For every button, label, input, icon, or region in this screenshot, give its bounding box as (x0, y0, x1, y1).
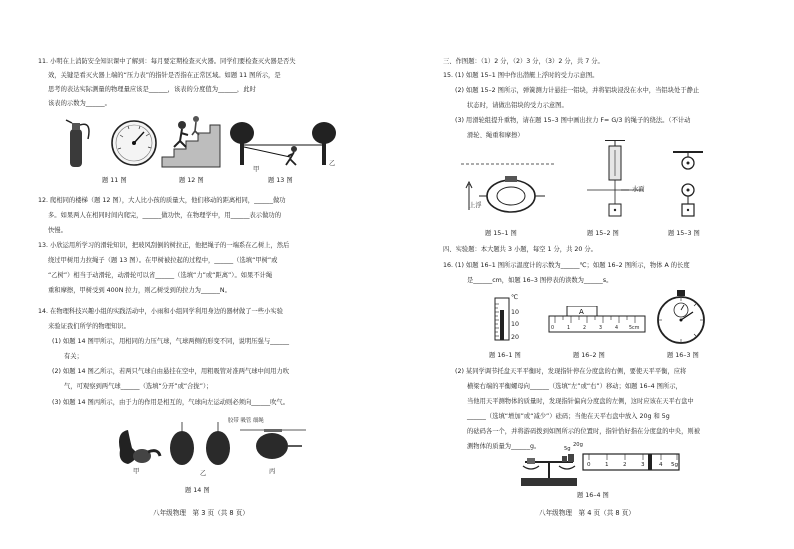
q12-line-1: 12. 爬相同的楼梯（题 12 图），大人比小孩的质量大，他们移动的距离相同，______做功 (38, 197, 286, 204)
q11-line-4: 该表的示数为______。 (48, 100, 111, 107)
scale-tick-3: 3 (641, 462, 645, 468)
q16-2-line-2: 横梁右端的平衡螺母向______（选填“左”或“右”）移动；如题 16–4 图所示， (467, 383, 682, 390)
fig15-1-caption: 题 15–1 图 (485, 230, 517, 237)
fig13-label-jia: 甲 (253, 166, 260, 173)
stopwatch-figure (655, 290, 709, 346)
fig14-label-jia: 甲 (133, 468, 140, 475)
q12-line-2: 多。如果两人在相同时间内爬完，______做功快，在物理学中，用______表示做功的 (48, 212, 281, 219)
balance-figure (517, 448, 687, 490)
ruler-tick-4: 4 (615, 326, 619, 331)
fig12-caption: 题 12 图 (179, 177, 204, 184)
spring-scale-figure (583, 140, 653, 230)
ruler-tick-3: 3 (599, 326, 603, 331)
ruler-tick-1: 1 (567, 326, 571, 331)
q11-line-2: 效，关键是看灭火器上端的“压力表”的指针是否指在正常区域。如题 11 图所示，是 (48, 72, 281, 79)
q15-line-4: (3) 用滑轮组提升重物，请在题 15–3 图中画出拉力 F= G/3 的绳子的绕法。（不计动 (455, 117, 691, 124)
fig15-3-caption: 题 15–3 图 (668, 230, 700, 237)
q16-line-2: 是______cm，如题 16–3 图停表的读数为______s。 (467, 277, 613, 284)
scale-tick-1: 1 (605, 462, 609, 468)
q15-line-1: 15. (1) 如题 15–1 图中作出潜艇上浮时的受力示意图。 (443, 72, 599, 79)
fig14-label-yi: 乙 (200, 470, 207, 477)
q11-line-1: 11. 小明在上消防安全知识课中了解到：每月要定期检查灭火器。同学们要检查灭火器是否失 (38, 58, 296, 65)
q14-line-6: 气，可观察到两气球______（选填“分开”或“合拢”）； (64, 383, 213, 390)
page-4 (397, 0, 794, 549)
fig16-1-caption: 题 16–1 图 (489, 352, 521, 359)
balance-weight-20g: 20g (573, 442, 583, 448)
fig13-caption: 题 13 图 (268, 177, 293, 184)
thermometer-unit: ℃ (511, 294, 519, 301)
ruler-tick-0: 0 (551, 326, 555, 331)
footer-page-4: 八年级物理 第 4 页（共 8 页） (539, 509, 635, 517)
q13-line-1: 13. 小欣运用所学习的滑轮知识，把玻风刮倒的树拉正，他把绳子的一端系在乙树上，然后 (38, 242, 290, 249)
q14-line-2: 来验证我们所学的物理知识。 (48, 323, 130, 330)
fig16-4-caption: 题 16–4 图 (577, 492, 609, 499)
scale-tick-2: 2 (623, 462, 627, 468)
fig13-label-yi: 乙 (329, 160, 336, 167)
q15-line-2: (2) 如题 15–2 图所示，弹簧测力计悬挂一铝块，并将铝块浸没在水中，当铝块处于静止 (455, 87, 700, 94)
submarine-up-label: 上浮 (469, 202, 482, 209)
fig15-2-caption: 题 15–2 图 (587, 230, 619, 237)
fig14-label-bing: 丙 (269, 468, 276, 475)
pulley-figure (673, 150, 703, 226)
q14-line-7: (3) 如题 14 图丙所示，由于力的作用是相互的，气球向左运动则必须向______吹气。 (52, 399, 290, 406)
trees-rope-figure (228, 121, 340, 167)
stairs-figure (160, 113, 222, 169)
ruler-tick-5: 5cm (629, 326, 640, 331)
section-4-heading: 四、实验题：本大题共 3 小题，每空 1 分，共 20 分。 (443, 246, 597, 253)
fig16-2-caption: 题 16–2 图 (573, 352, 605, 359)
q16-2-line-6: 测物体的质量为______g。 (467, 443, 541, 450)
footer-page-3: 八年级物理 第 3 页（共 8 页） (153, 509, 249, 517)
fig16-3-caption: 题 16–3 图 (667, 352, 699, 359)
q13-line-2: 绕过甲树用力拉绳子（题 13 图）。在甲树被拉起的过程中，______（选填“甲树”或 (48, 257, 278, 264)
scale-tick-4: 4 (659, 462, 663, 468)
section-3-heading: 三、作图题：（1）2 分，（2）3 分，（3）2 分，共 7 分。 (443, 58, 604, 65)
q14-line-1: 14. 在物理科技兴趣小组的实践活动中，小雨和小组同学利用身边的器材做了一些小实验 (38, 308, 284, 315)
fig11-caption: 题 11 图 (102, 177, 127, 184)
q15-line-3: 状态时，请做出铝块的受力示意图。 (467, 102, 568, 109)
q16-2-line-1: (2) 某同学调节托盘天平平衡时，发现指针停在分度盘的右侧，要使天平平衡，应将 (455, 368, 687, 375)
q14-line-4: 有关； (64, 353, 83, 360)
water-surface-label: 水面 (632, 186, 645, 193)
q11-line-3: 思考的表达实际测量的物理量应该是______，该表的分度值为______，此时 (48, 86, 256, 93)
q12-line-3: 快慢。 (48, 227, 67, 234)
q13-line-3: “乙树”）相当于动滑轮，动滑轮可以省______（选填“力”或“距离”）。如果不计绳 (48, 272, 273, 279)
scale-tick-0: 0 (587, 462, 591, 468)
fire-extinguisher-figure (62, 117, 162, 169)
q16-2-line-3: 当他用天平测物体的质量时，发现指针偏向分度盘的左侧，这时应该在天平右盘中 (467, 398, 694, 405)
balloons-figure (110, 422, 310, 472)
thermometer-tick-3: 20 (511, 334, 520, 341)
ruler-tick-2: 2 (583, 326, 587, 331)
q16-2-line-5: 的砝码各一个，并将游码拨到如图所示的位置时，指针恰好指在分度盘的中央，则被 (467, 428, 700, 435)
q14-line-3: (1) 如题 14 图甲所示，用相同的力压气球，气球两侧的形变不同，说明压强与______ (52, 338, 290, 345)
fig14-caption: 题 14 图 (185, 487, 210, 494)
scale-tick-5g: 5g (671, 462, 679, 468)
svg-text:A: A (579, 308, 584, 316)
q16-line-1: 16. (1) 如题 16–1 图所示温度计的示数为______℃；如题 16–2 图所示，物体 A 的长度 (443, 262, 690, 269)
q15-line-5: 滑轮、绳重和摩擦） (467, 132, 524, 139)
thermometer-tick-1: 10 (511, 309, 520, 316)
fig14-top-label: 胶带 吸管 细绳 (228, 418, 264, 424)
balance-weight-5g: 5g (564, 446, 571, 452)
thermometer-tick-2: 10 (511, 321, 520, 328)
q16-2-line-4: ______（选填“增加”或“减少”）砝码；当他在天平右盘中放入 20g 和 5g (467, 413, 670, 420)
submarine-figure (459, 160, 557, 220)
q14-line-5: (2) 如题 14 图乙所示，若两只气球自由悬挂在空中，用粗吸管对准两气球中间用力吹 (52, 368, 290, 375)
q13-line-4: 重和摩擦，甲树受到 400N 拉力，则乙树受到的拉力为______N。 (48, 287, 231, 294)
